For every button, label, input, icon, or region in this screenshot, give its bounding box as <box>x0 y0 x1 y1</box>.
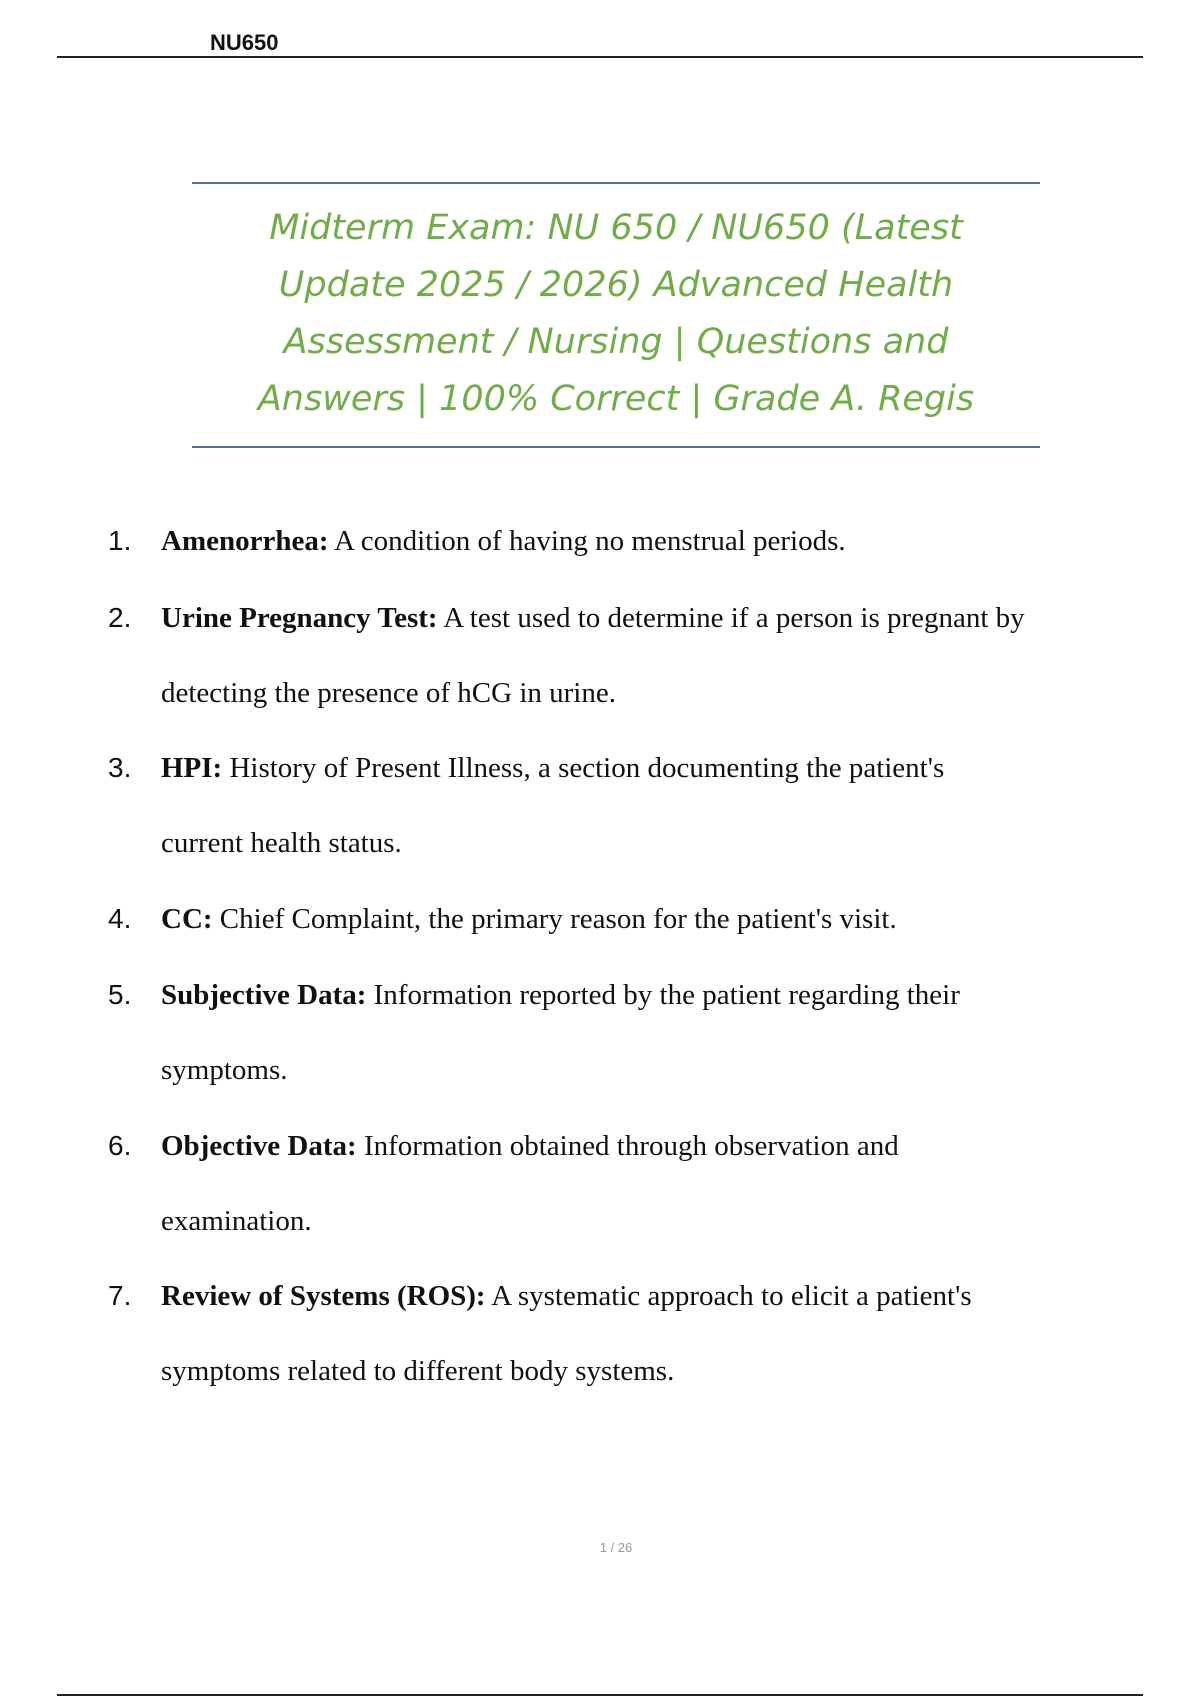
item-definition: Information obtained through observation and <box>356 1130 899 1162</box>
item-line <box>161 902 897 936</box>
item-number: 7. <box>108 1280 132 1311</box>
title-line: Answers | 100% Correct | Grade A. Regis <box>257 379 975 419</box>
item-line <box>161 524 846 558</box>
item-term: CC: <box>161 903 213 935</box>
item-term: Subjective Data: <box>161 979 367 1011</box>
title-line: Assessment / Nursing | Questions and <box>283 322 949 362</box>
item-line <box>161 1279 972 1313</box>
item-number: 6. <box>108 1130 132 1161</box>
item-line-continued: examination. <box>161 1205 312 1237</box>
item-line-continued: detecting the presence of hCG in urine. <box>161 677 616 709</box>
running-header: NU650 <box>210 30 279 55</box>
item-number: 5. <box>108 979 132 1010</box>
item-term: Amenorrhea: <box>161 525 329 557</box>
item-definition: A test used to determine if a person is pregnant by <box>437 602 1025 634</box>
item-number: 2. <box>108 602 132 633</box>
title-line: Midterm Exam: NU 650 / NU650 (Latest <box>269 208 963 248</box>
footer-rule <box>57 1694 1143 1696</box>
title-line: Update 2025 / 2026) Advanced Health <box>278 265 954 305</box>
item-definition: Information reported by the patient regarding their <box>366 979 960 1011</box>
item-definition: A condition of having no menstrual periods. <box>328 525 846 557</box>
item-definition: History of Present Illness, a section documenting the patient's <box>222 752 945 784</box>
item-number: 1. <box>108 525 132 556</box>
item-definition: Chief Complaint, the primary reason for the patient's visit. <box>212 903 897 935</box>
page-number: 1 / 26 <box>599 1540 633 1555</box>
item-line <box>161 978 960 1012</box>
item-number: 4. <box>108 903 132 934</box>
item-term: Review of Systems (ROS): <box>161 1280 486 1312</box>
item-line <box>161 601 1025 635</box>
item-line <box>161 751 944 785</box>
item-term: HPI: <box>161 752 223 784</box>
item-line-continued: symptoms related to different body systems. <box>161 1355 675 1387</box>
item-term: Objective Data: <box>161 1130 357 1162</box>
item-number: 3. <box>108 752 132 783</box>
item-line <box>161 1129 899 1163</box>
item-term: Urine Pregnancy Test: <box>161 602 438 634</box>
item-line-continued: symptoms. <box>161 1054 288 1086</box>
item-line-continued: current health status. <box>161 827 402 859</box>
item-definition: A systematic approach to elicit a patient's <box>485 1280 972 1312</box>
